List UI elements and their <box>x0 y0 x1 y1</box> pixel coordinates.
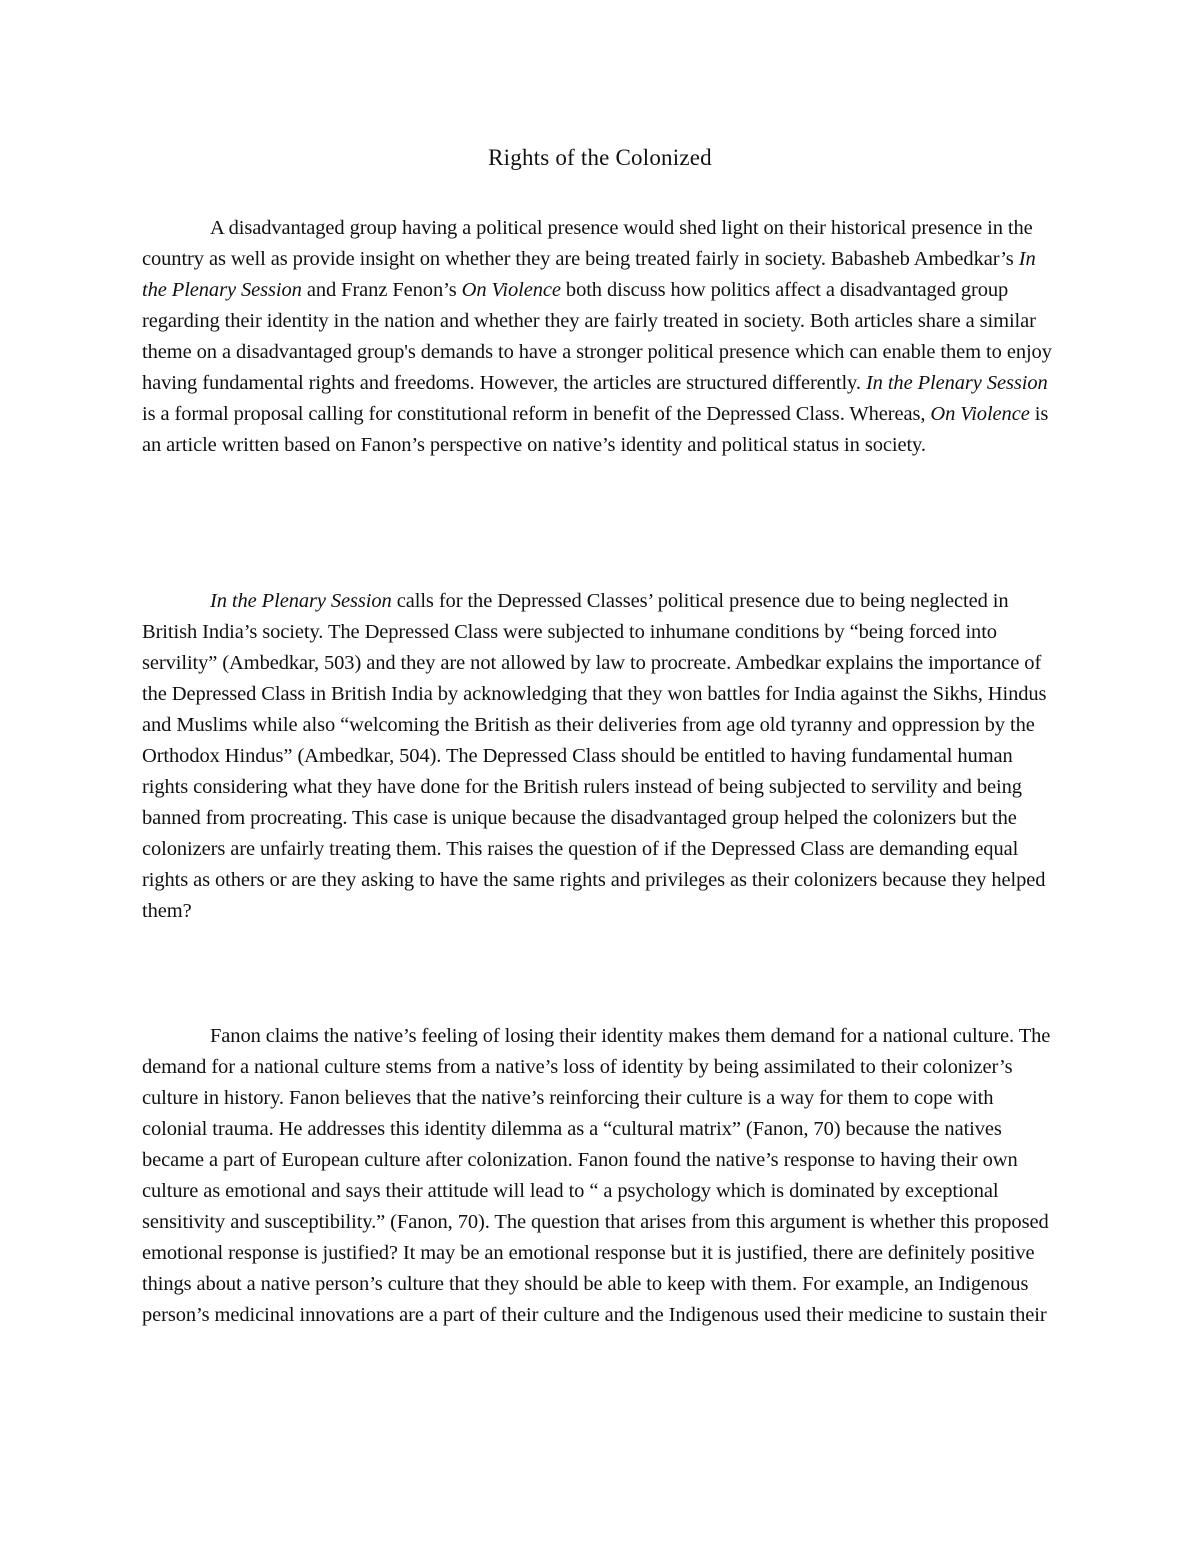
text-segment: A disadvantaged group having a political presence would shed light on their historical presence in the country as well as provide insight on whether they are being treated fairly in society. Babasheb Ambedkar’s <box>142 217 1033 270</box>
text-segment: is an article written based on Fanon’s perspective on native’s identity and political status in society. <box>142 403 1049 456</box>
paragraph-text <box>142 586 1062 927</box>
paragraph-3 <box>142 1021 1062 1331</box>
paragraph-text <box>142 213 1062 461</box>
text-segment: calls for the Depressed Classes’ political presence due to being neglected in British India’s society. The Depressed Class were subjected to inhumane conditions by “being forced into servility” (Ambedkar, 503) and they are not allowed by law to procreate. Ambedkar explains the importance of the Depressed Class in British India by acknowledging that they won battles for India against the Sikhs, Hindus and Muslims while also “welcoming the British as their deliveries from age old tyranny and oppression by the Orthodox Hindus” (Ambedkar, 504). The Depressed Class should be entitled to having fundamental human rights considering what they have done for the British rulers instead of being subjected to servility and being banned from procreating. This case is unique because the disadvantaged group helped the colonizers but the colonizers are unfairly treating them. This raises the question of if the Depressed Class are demanding equal rights as others or are they asking to have the same rights and privileges as their colonizers because they helped them? <box>142 590 1047 922</box>
italic-title-segment: In the Plenary Session <box>210 590 392 612</box>
text-segment: and Franz Fenon’s <box>301 279 462 301</box>
text-segment: Fanon claims the native’s feeling of losing their identity makes them demand for a national culture. The demand for a national culture stems from a native’s loss of identity by being assimilated to their colonizer’s culture in history. Fanon believes that the native’s reinforcing their culture is a way for them to cope with colonial trauma. He addresses this identity dilemma as a “cultural matrix” (Fanon, 70) because the natives became a part of European culture after colonization. Fanon found the native’s response to having their own culture as emotional and says their attitude will lead to “ a psychology which is dominated by exceptional sensitivity and susceptibility.” (Fanon, 70). The question that arises from this argument is whether this proposed emotional response is justified? It may be an emotional response but it is justified, there are definitely positive things about a native person’s culture that they should be able to keep with them. For example, an Indigenous person’s medicinal innovations are a part of their culture and the Indigenous used their medicine to sustain their <box>142 1025 1051 1326</box>
paragraph-1 <box>142 213 1062 461</box>
text-segment: is a formal proposal calling for constitutional reform in benefit of the Depressed Class. Whereas, <box>142 403 931 425</box>
italic-title-segment: In the Plenary Session <box>142 248 1036 301</box>
italic-title-segment: On Violence <box>461 279 561 301</box>
paragraph-2 <box>142 586 1062 927</box>
italic-title-segment: In the Plenary Session <box>865 372 1048 394</box>
paragraph-text <box>142 1021 1062 1331</box>
italic-title-segment: On Violence <box>930 403 1030 425</box>
document-title: Rights of the Colonized <box>488 145 712 170</box>
text-segment: both discuss how politics affect a disadvantaged group regarding their identity in the nation and whether they are fairly treated in society. Both articles share a similar theme on a disadvantaged group's demands to have a stronger political presence which can enable them to enjoy having fundamental rights and freedoms. However, the articles are structured differently. <box>142 279 1052 394</box>
